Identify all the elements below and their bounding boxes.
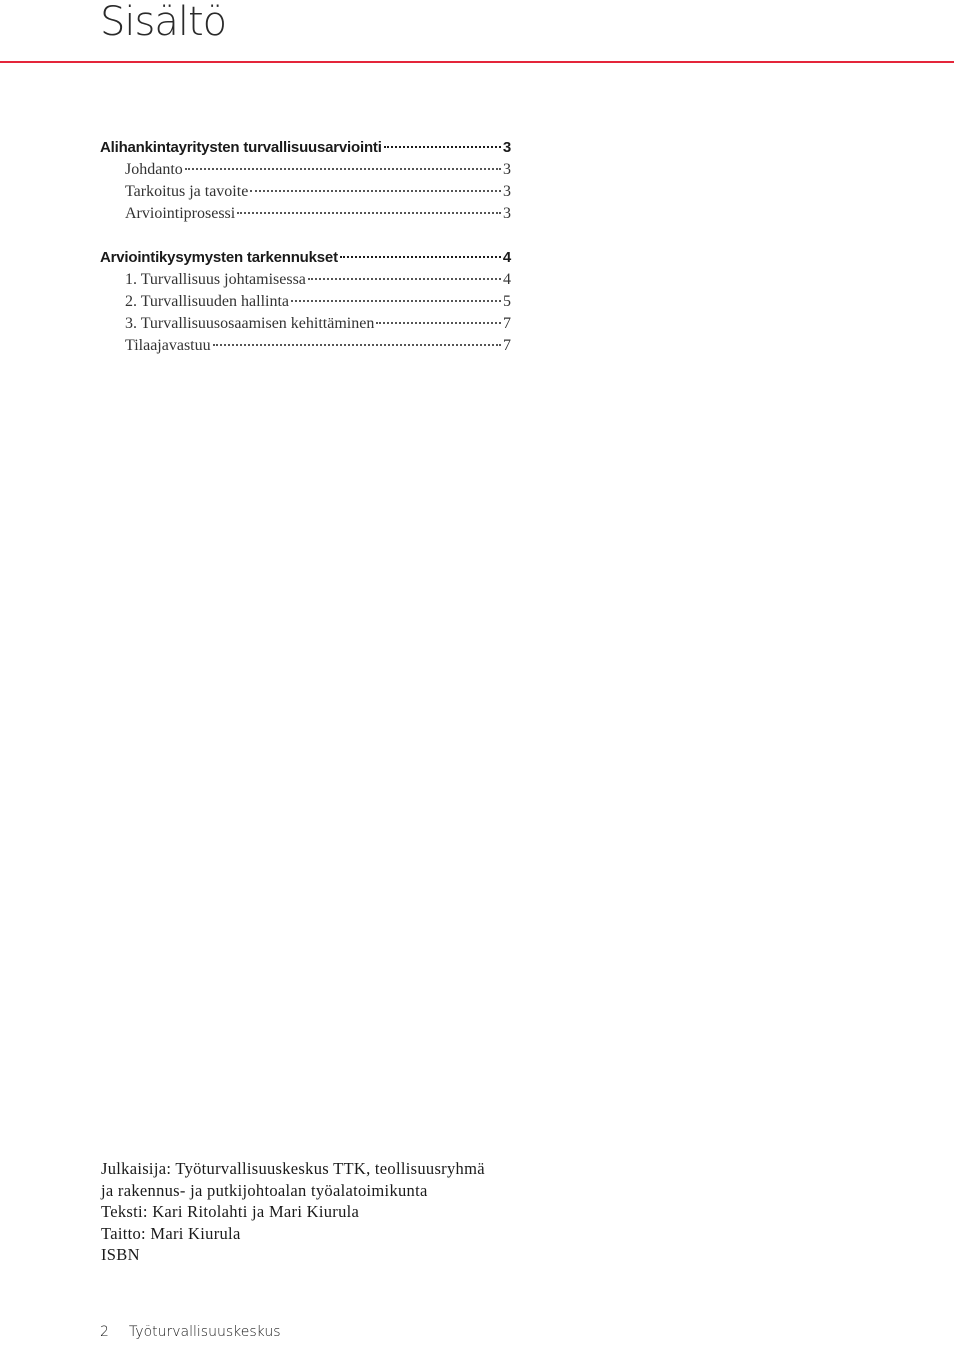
- toc-page-number: 7: [503, 315, 511, 332]
- page-number: 2: [100, 1324, 109, 1340]
- toc-entry[interactable]: [100, 203, 511, 225]
- colophon-line: Taitto: Mari Kiurula: [101, 1223, 241, 1243]
- toc-leader: [237, 212, 501, 214]
- toc-section: [100, 137, 511, 225]
- toc-entry[interactable]: [100, 269, 511, 291]
- toc-leader: [340, 256, 501, 258]
- toc-page-number: 3: [503, 183, 511, 200]
- toc-leader: [213, 344, 501, 346]
- page-footer: [100, 1324, 281, 1340]
- toc-leader: [250, 190, 501, 192]
- toc-entry[interactable]: [100, 159, 511, 181]
- colophon: [101, 1158, 485, 1266]
- colophon-line: ISBN: [101, 1245, 140, 1264]
- toc-leader: [185, 168, 501, 170]
- title-divider: [0, 61, 954, 63]
- toc-entry-label: Johdanto: [125, 161, 183, 178]
- toc-entry[interactable]: [100, 335, 511, 357]
- toc-leader: [376, 322, 501, 324]
- toc-entry-label: Tarkoitus ja tavoite: [125, 183, 249, 200]
- toc-entry[interactable]: [100, 313, 511, 335]
- toc-page-number: 4: [502, 249, 511, 266]
- toc-page-number: 3: [503, 161, 511, 178]
- colophon-line: Julkaisija: Työturvallisuuskeskus TTK, teollisuusryhmä: [101, 1159, 485, 1178]
- toc-entry-label: Arviointiprosessi: [125, 205, 236, 222]
- toc-page-number: 4: [503, 271, 511, 288]
- toc-entry-label: 2. Turvallisuuden hallinta: [125, 293, 289, 310]
- toc-page-number: 7: [503, 337, 511, 354]
- colophon-line: Teksti: Kari Ritolahti ja Mari Kiurula: [101, 1202, 360, 1221]
- toc-leader: [291, 300, 501, 302]
- toc-heading-label: Arviointikysymysten tarkennukset: [100, 249, 338, 266]
- table-of-contents: [100, 137, 511, 379]
- colophon-line: ja rakennus- ja putkijohtoalan työalatoimikunta: [101, 1180, 428, 1200]
- toc-leader: [308, 278, 501, 280]
- toc-entry-label: 3. Turvallisuusosaamisen kehittäminen: [125, 315, 375, 332]
- toc-heading[interactable]: [100, 137, 511, 159]
- footer-publisher: Työturvallisuuskeskus: [128, 1324, 281, 1340]
- toc-page-number: 3: [503, 205, 511, 222]
- toc-leader: [384, 146, 501, 148]
- toc-section: [100, 247, 511, 357]
- toc-entry-label: Tilaajavastuu: [125, 337, 211, 354]
- toc-page-number: 3: [502, 139, 511, 156]
- page-title: Sisältö: [100, 0, 227, 45]
- toc-page-number: 5: [503, 293, 511, 310]
- toc-heading[interactable]: [100, 247, 511, 269]
- toc-entry[interactable]: [100, 181, 511, 203]
- toc-heading-label: Alihankintayritysten turvallisuusarviointi: [100, 139, 382, 156]
- toc-entry-label: 1. Turvallisuus johtamisessa: [125, 271, 306, 288]
- toc-entry[interactable]: [100, 291, 511, 313]
